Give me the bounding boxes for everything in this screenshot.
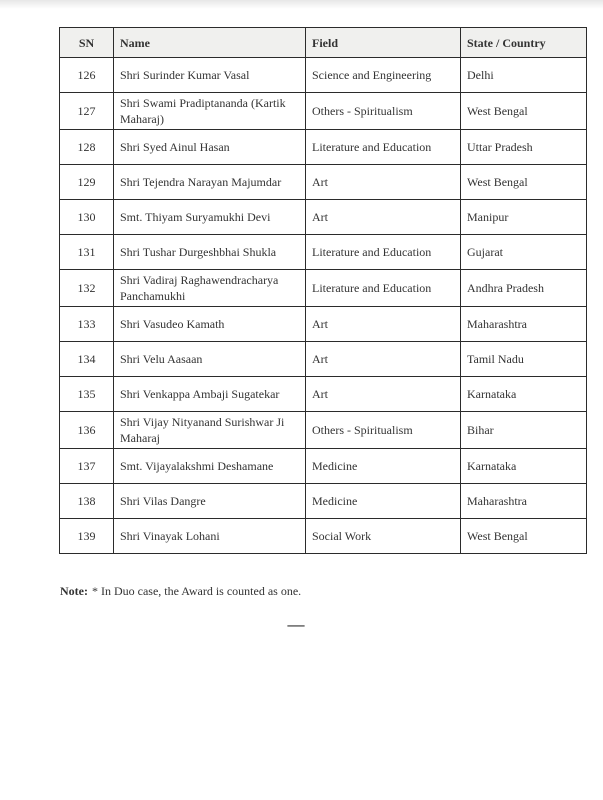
- field-cell: Medicine: [306, 449, 461, 484]
- table-row: [60, 342, 587, 377]
- awardees-table: [59, 27, 587, 554]
- state-cell: West Bengal: [461, 519, 587, 554]
- field-cell: Others - Spiritualism: [306, 412, 461, 449]
- table-row: [60, 270, 587, 307]
- table-row: [60, 200, 587, 235]
- sn-cell: 135: [60, 377, 114, 412]
- field-cell: Science and Engineering: [306, 58, 461, 93]
- field-cell: Literature and Education: [306, 130, 461, 165]
- page-top-edge: [0, 0, 603, 9]
- sn-cell: 139: [60, 519, 114, 554]
- field-cell: Literature and Education: [306, 270, 461, 307]
- table-row: [60, 484, 587, 519]
- sn-cell: 133: [60, 307, 114, 342]
- field-cell: Art: [306, 307, 461, 342]
- state-cell: Manipur: [461, 200, 587, 235]
- table-row: [60, 519, 587, 554]
- sn-cell: 134: [60, 342, 114, 377]
- footnote-text: * In Duo case, the Award is counted as one.: [91, 584, 302, 598]
- field-cell: Art: [306, 377, 461, 412]
- table-row: [60, 377, 587, 412]
- column-header-state: State / Country: [461, 28, 587, 58]
- sn-cell: 127: [60, 93, 114, 130]
- state-cell: Karnataka: [461, 449, 587, 484]
- column-header-name: Name: [114, 28, 306, 58]
- field-cell: Art: [306, 200, 461, 235]
- state-cell: Karnataka: [461, 377, 587, 412]
- field-cell: Medicine: [306, 484, 461, 519]
- sn-cell: 129: [60, 165, 114, 200]
- name-cell: Shri Velu Aasaan: [114, 342, 306, 377]
- table-row: [60, 165, 587, 200]
- table-row: [60, 93, 587, 130]
- name-cell: Shri Tushar Durgeshbhai Shukla: [114, 235, 306, 270]
- field-cell: Art: [306, 342, 461, 377]
- field-cell: Art: [306, 165, 461, 200]
- sn-cell: 130: [60, 200, 114, 235]
- awardees-table-body: [60, 58, 587, 554]
- table-row: [60, 449, 587, 484]
- name-cell: Smt. Vijayalakshmi Deshamane: [114, 449, 306, 484]
- footnote: [60, 584, 301, 599]
- state-cell: Uttar Pradesh: [461, 130, 587, 165]
- name-cell: Shri Swami Pradiptananda (Kartik Maharaj): [114, 93, 306, 130]
- state-cell: Delhi: [461, 58, 587, 93]
- table-row: [60, 130, 587, 165]
- sn-cell: 132: [60, 270, 114, 307]
- column-header-field: Field: [306, 28, 461, 58]
- state-cell: Maharashtra: [461, 307, 587, 342]
- state-cell: West Bengal: [461, 93, 587, 130]
- sn-cell: 136: [60, 412, 114, 449]
- table-row: [60, 58, 587, 93]
- name-cell: Shri Vadiraj Raghawendracharya Panchamukhi: [114, 270, 306, 307]
- table-row: [60, 235, 587, 270]
- name-cell: Shri Vijay Nityanand Surishwar Ji Maharaj: [114, 412, 306, 449]
- field-cell: Others - Spiritualism: [306, 93, 461, 130]
- field-cell: Social Work: [306, 519, 461, 554]
- sn-cell: 131: [60, 235, 114, 270]
- field-cell: Literature and Education: [306, 235, 461, 270]
- state-cell: Gujarat: [461, 235, 587, 270]
- sn-cell: 128: [60, 130, 114, 165]
- column-header-sn: SN: [60, 28, 114, 58]
- state-cell: Tamil Nadu: [461, 342, 587, 377]
- name-cell: Shri Vinayak Lohani: [114, 519, 306, 554]
- name-cell: Shri Vasudeo Kamath: [114, 307, 306, 342]
- table-header-row: [60, 28, 587, 58]
- table-row: [60, 412, 587, 449]
- state-cell: Maharashtra: [461, 484, 587, 519]
- page-end-mark: —: [287, 615, 304, 634]
- name-cell: Shri Syed Ainul Hasan: [114, 130, 306, 165]
- name-cell: Shri Venkappa Ambaji Sugatekar: [114, 377, 306, 412]
- name-cell: Shri Surinder Kumar Vasal: [114, 58, 306, 93]
- table-row: [60, 307, 587, 342]
- footnote-label: Note:: [60, 584, 88, 598]
- sn-cell: 138: [60, 484, 114, 519]
- name-cell: Smt. Thiyam Suryamukhi Devi: [114, 200, 306, 235]
- sn-cell: 126: [60, 58, 114, 93]
- name-cell: Shri Tejendra Narayan Majumdar: [114, 165, 306, 200]
- state-cell: Bihar: [461, 412, 587, 449]
- sn-cell: 137: [60, 449, 114, 484]
- state-cell: Andhra Pradesh: [461, 270, 587, 307]
- name-cell: Shri Vilas Dangre: [114, 484, 306, 519]
- state-cell: West Bengal: [461, 165, 587, 200]
